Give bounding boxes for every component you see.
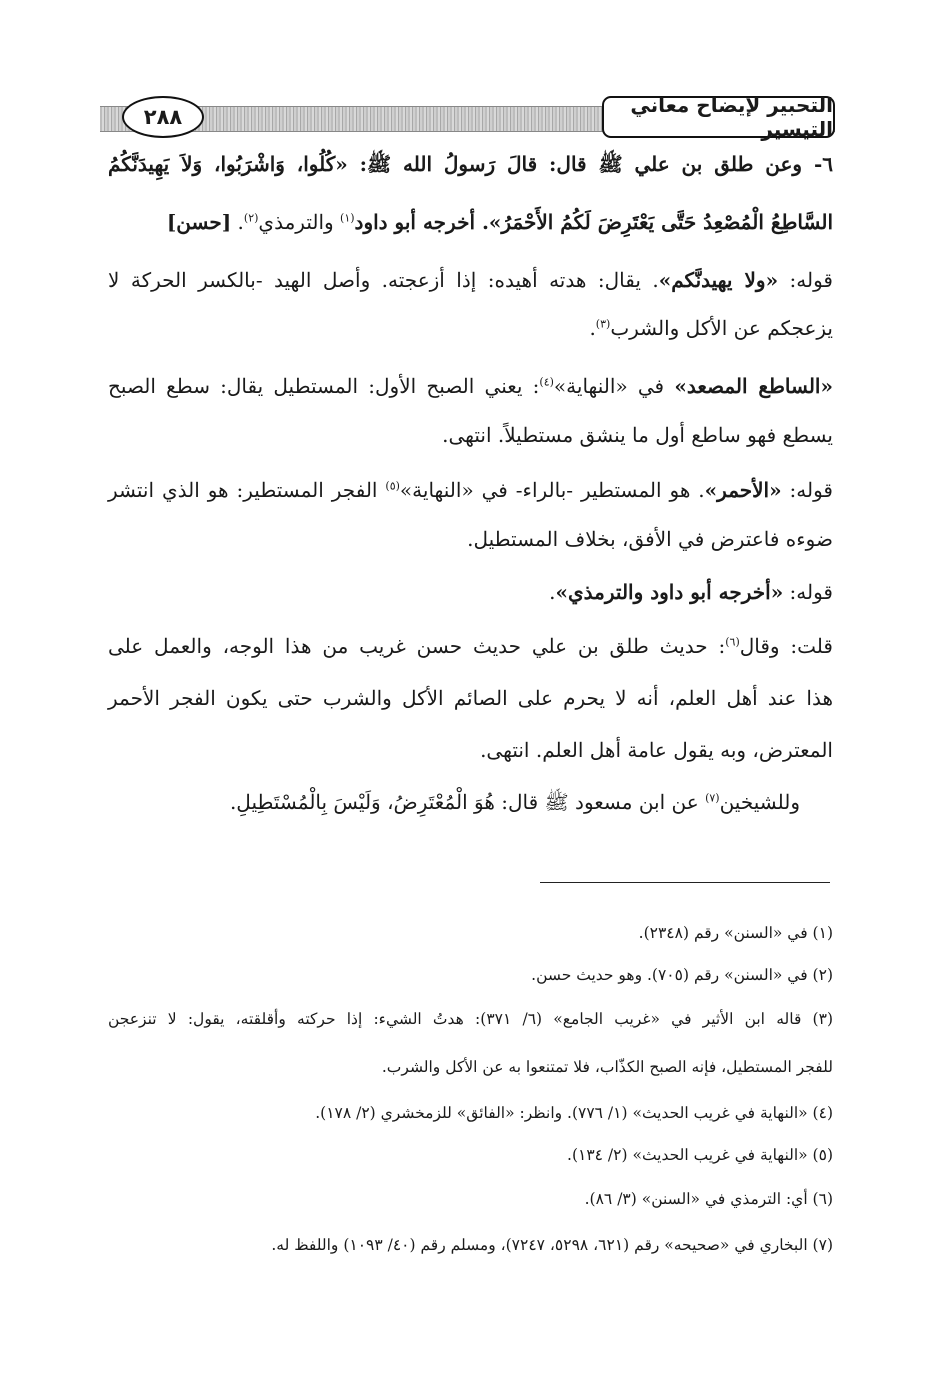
footnote-ref: (٧)	[705, 791, 720, 805]
commentary-text: ضوءه فاعترض في الأفق، بخلاف المستطيل.	[467, 527, 833, 551]
commentary-text: .	[549, 580, 556, 604]
commentary-text: في «النهاية»	[553, 374, 675, 398]
commentary-line	[230, 786, 800, 818]
footnote-ref: (٦)	[725, 635, 740, 649]
commentary-line	[549, 576, 833, 608]
footnote-7: (٧) البخاري في «صحيحه» رقم (٦٢١، ٥٢٩٨، ٧٢٤٧)، ومسلم رقم (٤٠/ ١٠٩٣) واللفظ له.	[271, 1236, 833, 1254]
commentary-line	[108, 474, 833, 506]
book-title: التحبير لإيضاح معاني التيسير	[602, 96, 835, 138]
quoted-term: «ولا يهيدنَّكم»	[658, 268, 779, 292]
commentary-text: قلت: وقال	[739, 634, 833, 658]
commentary-text: قوله:	[778, 268, 833, 292]
footnote-2: (٢) في «السنن» رقم (٧٠٥). وهو حديث حسن.	[531, 966, 833, 984]
hadith-text: والترمذي	[258, 210, 341, 234]
commentary-text: هذا عند أهل العلم، أنه لا يحرم على الصائم الأكل والشرب حتى يكون الفجر الأحمر	[108, 686, 833, 710]
page-header	[100, 93, 835, 148]
commentary-line	[108, 682, 833, 714]
page-number: ٢٨٨	[122, 96, 204, 138]
footnote-3-line-1: (٣) قاله ابن الأثير في «غريب الجامع» (٦/ ٣٧١): هدتُ الشيء: إذا حركته وأقلقته، يقول: لا تنزعجن	[108, 1010, 833, 1028]
footnote-3-line-2: للفجر المستطيل، فإنه الصبح الكذّاب، فلا تمتنعوا به عن الأكل والشرب.	[381, 1058, 833, 1076]
commentary-text: المعترض، وبه يقول عامة أهل العلم. انتهى.	[480, 738, 833, 762]
quoted-term: «الأحمر»	[704, 478, 782, 502]
commentary-text: يسطع فهو ساطع أول ما ينشق مستطيلاً. انتهى.	[442, 423, 833, 447]
commentary-text: يزعجكم عن الأكل والشرب	[610, 316, 833, 340]
footnote-1: (١) في «السنن» رقم (٢٣٤٨).	[638, 924, 833, 942]
commentary-line	[108, 370, 833, 402]
hadith-text: السَّاطِعُ الْمُصْعِدُ حَتَّى يَعْتَرِضَ لَكُمُ الأَحْمَرُ». أخرجه أبو داود	[354, 210, 833, 234]
footnote-ref: (٥)	[385, 479, 400, 493]
quoted-term: «أخرجه أبو داود والترمذي»	[555, 580, 784, 604]
commentary-text: قوله:	[781, 478, 833, 502]
footnote-ref: (١)	[340, 211, 355, 225]
commentary-text: : يعني الصبح الأول: المستطيل يقال: سطع الصبح	[108, 374, 540, 398]
commentary-line	[442, 419, 833, 451]
commentary-text: : حديث طلق بن علي حديث حسن غريب من هذا الوجه، والعمل على	[108, 634, 726, 658]
commentary-text: قوله:	[783, 580, 833, 604]
commentary-line	[467, 523, 833, 555]
footnote-divider	[540, 882, 830, 883]
hadith-line-2	[167, 206, 833, 238]
footnote-ref: (٤)	[539, 375, 554, 389]
commentary-text: عن ابن مسعود ﷺ قال: هُوَ الْمُعْتَرِضُ، وَلَيْسَ بِالْمُسْتَطِيلِ.	[229, 790, 706, 814]
commentary-text: وللشيخين	[719, 790, 800, 814]
commentary-text: . هو المستطير -بالراء- في «النهاية»	[399, 478, 705, 502]
quoted-term: «الساطع المصعد»	[674, 374, 833, 398]
commentary-line	[480, 734, 833, 766]
commentary-text: . يقال: هدته أهيده: إذا أزعجته. وأصل الهيد -بالكسر الحركة لا	[108, 268, 659, 292]
hadith-text: .	[231, 210, 244, 234]
commentary-text: الفجر المستطير: هو الذي انتشر	[108, 478, 386, 502]
footnote-4: (٤) «النهاية في غريب الحديث» (١/ ٧٧٦). وانظر: «الفائق» للزمخشري (٢/ ١٧٨).	[315, 1104, 833, 1122]
hadith-text: ٦- وعن طلق بن علي ﷺ قال: قالَ رَسولُ الله ﷺ: «كُلُوا، وَاشْرَبُوا، وَلاَ يَهِيدَنَّكُمُ	[108, 152, 833, 176]
hadith-grade: [حسن]	[166, 210, 232, 234]
commentary-line	[589, 312, 833, 344]
footnote-ref: (٢)	[243, 211, 259, 225]
footnote-5: (٥) «النهاية في غريب الحديث» (٢/ ١٣٤).	[567, 1146, 833, 1164]
commentary-line	[108, 264, 833, 296]
commentary-text: .	[589, 316, 596, 340]
commentary-line	[108, 630, 833, 662]
footnote-ref: (٣)	[595, 317, 611, 331]
footnote-6: (٦) أي: الترمذي في «السنن» (٣/ ٨٦).	[584, 1190, 833, 1208]
hadith-line-1	[108, 148, 833, 180]
